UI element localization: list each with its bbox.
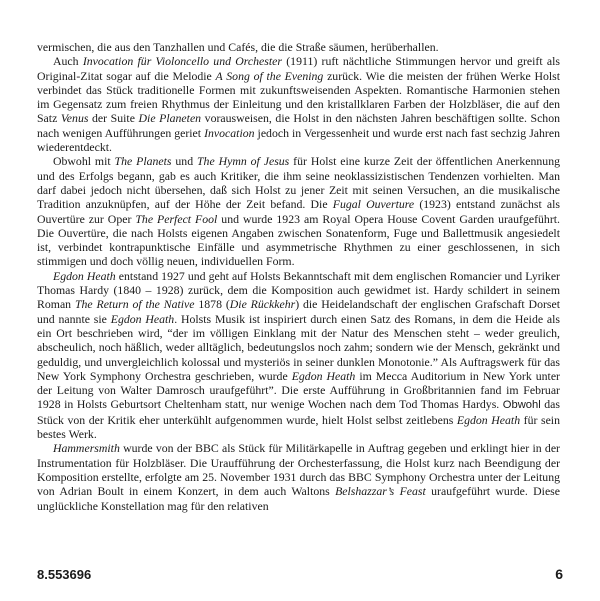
text-run: (1923) entstand zunächst als Ouvertüre zur Oper bbox=[37, 197, 560, 226]
work-title: Fugal Ouverture bbox=[332, 197, 415, 212]
text-run: für Holst eine kurze Zeit der öffentlichen Anerkennung und des Erfolgs begann, gab es auch Kritiker, die ihm seine neoklassizistischen Tendenzen vorhielten. Man darf dabei jedoch nicht übersehen, daß sich Holst zu jener Zeit mit seinen Versuchen, an die musikalische Tradition anzuknüpfen, auf der Höhe der Zeit befand. Die bbox=[37, 154, 560, 212]
text-run: Auch bbox=[53, 54, 83, 69]
text-run: wurde von der BBC als Stück für Militärkapelle in Auftrag gegeben und erklingt hier in der Instrumentation für Holzbläser. Die Uraufführung der Orchesterfassung, die Holst kurz nach Beendigung der Komposition erstellte, erfolgte am 25. November 1931 durch das BBC Symphony Orchestra unter der Leitung von Adrian Boult in einem Konzert, in dem auch Waltons bbox=[37, 441, 560, 499]
work-title: Egdon Heath bbox=[110, 311, 175, 326]
text-run: uraufgeführt wurde. Diese unglückliche Konstellation mag für den relativen bbox=[37, 484, 561, 513]
text-run: Obwohl mit bbox=[53, 154, 115, 169]
paragraph bbox=[37, 441, 560, 512]
work-title: Invocation bbox=[204, 125, 255, 140]
page-number: 6 bbox=[555, 566, 563, 582]
text-run: der Suite bbox=[88, 111, 139, 126]
paragraph bbox=[37, 154, 560, 268]
body-text bbox=[37, 40, 560, 513]
work-title: The Hymn of Jesus bbox=[197, 154, 290, 169]
text-run: Obwohl bbox=[502, 399, 541, 412]
text-run: für sein bestes Werk. bbox=[37, 412, 560, 442]
work-title: Hammersmith bbox=[53, 441, 120, 456]
text-run: das Stück von der Kritik eher unterkühlt aufgenommen wurde, hielt Holst selbst zeitlebens bbox=[37, 397, 560, 427]
work-title: Venus bbox=[60, 111, 89, 126]
text-run: und wurde 1923 am Royal Opera House Covent Garden uraufgeführt. Die Ouvertüre, die nach Holsts eigenen Angaben zwischen Sonatenform, Fuge und Ballettmusik angesiedelt ist, verbindet kontrapunktische Einfälle und asymmetrische Rhythmen zu einer geschlossenen, in sich stimmigen und doch völlig neuen, individuellen Form. bbox=[37, 211, 560, 269]
text-run: im Mecca Auditorium in New York unter der Leitung von Walter Damrosch uraufgeführt”. Die erste Aufführung in Großbritannien fand im Februar 1928 in Holsts Geburtsort Cheltenham statt, nur wenige Wochen nach dem Tod Thomas Hardys. bbox=[37, 368, 560, 412]
text-run: vorausweisen, die Holst in den nächsten Jahren beschäftigen sollte. Schon nach wenigen Aufführungen geriet bbox=[37, 111, 560, 140]
work-title: Egdon Heath bbox=[53, 268, 116, 283]
text-run: ) die Heidelandschaft der englischen Grafschaft Dorset und nannte sie bbox=[37, 297, 561, 326]
text-run: . Holsts Musik ist inspiriert durch einen Satz des Romans, in dem die Heide als ein Ort beschrieben wird, “der im völligen Einklang mit der Natur des Menschen steht – weder greulich, abscheulich, noch häßlich, weder alltäglich, bedeutungslos noch zahm; sondern wie der Mensch, gekränkt und geduldig, und unvergleichlich kolossal und mysteriös in seiner dunklen Monotonie.” Als Auftragswerk für das New York Symphony Orchestra geschrieben, wurde bbox=[37, 311, 561, 383]
work-title: Die Planeten bbox=[138, 111, 202, 126]
work-title: Die Rückkehr bbox=[229, 297, 296, 312]
work-title: Invocation für Violoncello und Orchester bbox=[82, 54, 282, 69]
work-title: Belshazzar’s Feast bbox=[335, 484, 426, 499]
text-run: 1878 ( bbox=[194, 297, 230, 312]
text-run: vermischen, die aus den Tanzhallen und Cafés, die die Straße säumen, herüberhallen. bbox=[37, 40, 439, 54]
text-run: (1911) ruft nächtliche Stimmungen hervor und greift als Original-Zitat sogar auf die Melodie bbox=[37, 54, 560, 83]
work-title: Egdon Heath bbox=[456, 412, 521, 427]
work-title: The Return of the Native bbox=[74, 297, 195, 312]
paragraph bbox=[37, 54, 560, 154]
catalog-number: 8.553696 bbox=[37, 567, 92, 582]
paragraph bbox=[37, 269, 560, 442]
work-title: Egdon Heath bbox=[291, 368, 356, 383]
work-title: The Perfect Fool bbox=[135, 211, 218, 226]
text-run: jedoch in Vergessenheit und wurde erst nach fast sechzig Jahren wiederentdeckt. bbox=[37, 125, 560, 155]
work-title: A Song of the Evening bbox=[215, 68, 324, 83]
paragraph bbox=[37, 40, 560, 54]
work-title: The Planets bbox=[114, 154, 172, 169]
text-run: entstand 1927 und geht auf Holsts Bekanntschaft mit dem englischen Romancier und Lyriker Thomas Hardy (1840 – 1928) zurück, dem die Komposition auch gewidmet ist. Hardy schildert in seinem Roman bbox=[37, 268, 560, 312]
text-run: und bbox=[171, 154, 197, 169]
text-run: zurück. Wie die meisten der frühen Werke Holst verbindet das Stück traditionelle Formen mit zukunftsweisenden Aspekten. Romantische Harmonien stehen im Gegensatz zum freien Rhythmus der Einleitung und den kristallklaren Farben der Holzbläser, die auf den Satz bbox=[37, 68, 561, 126]
